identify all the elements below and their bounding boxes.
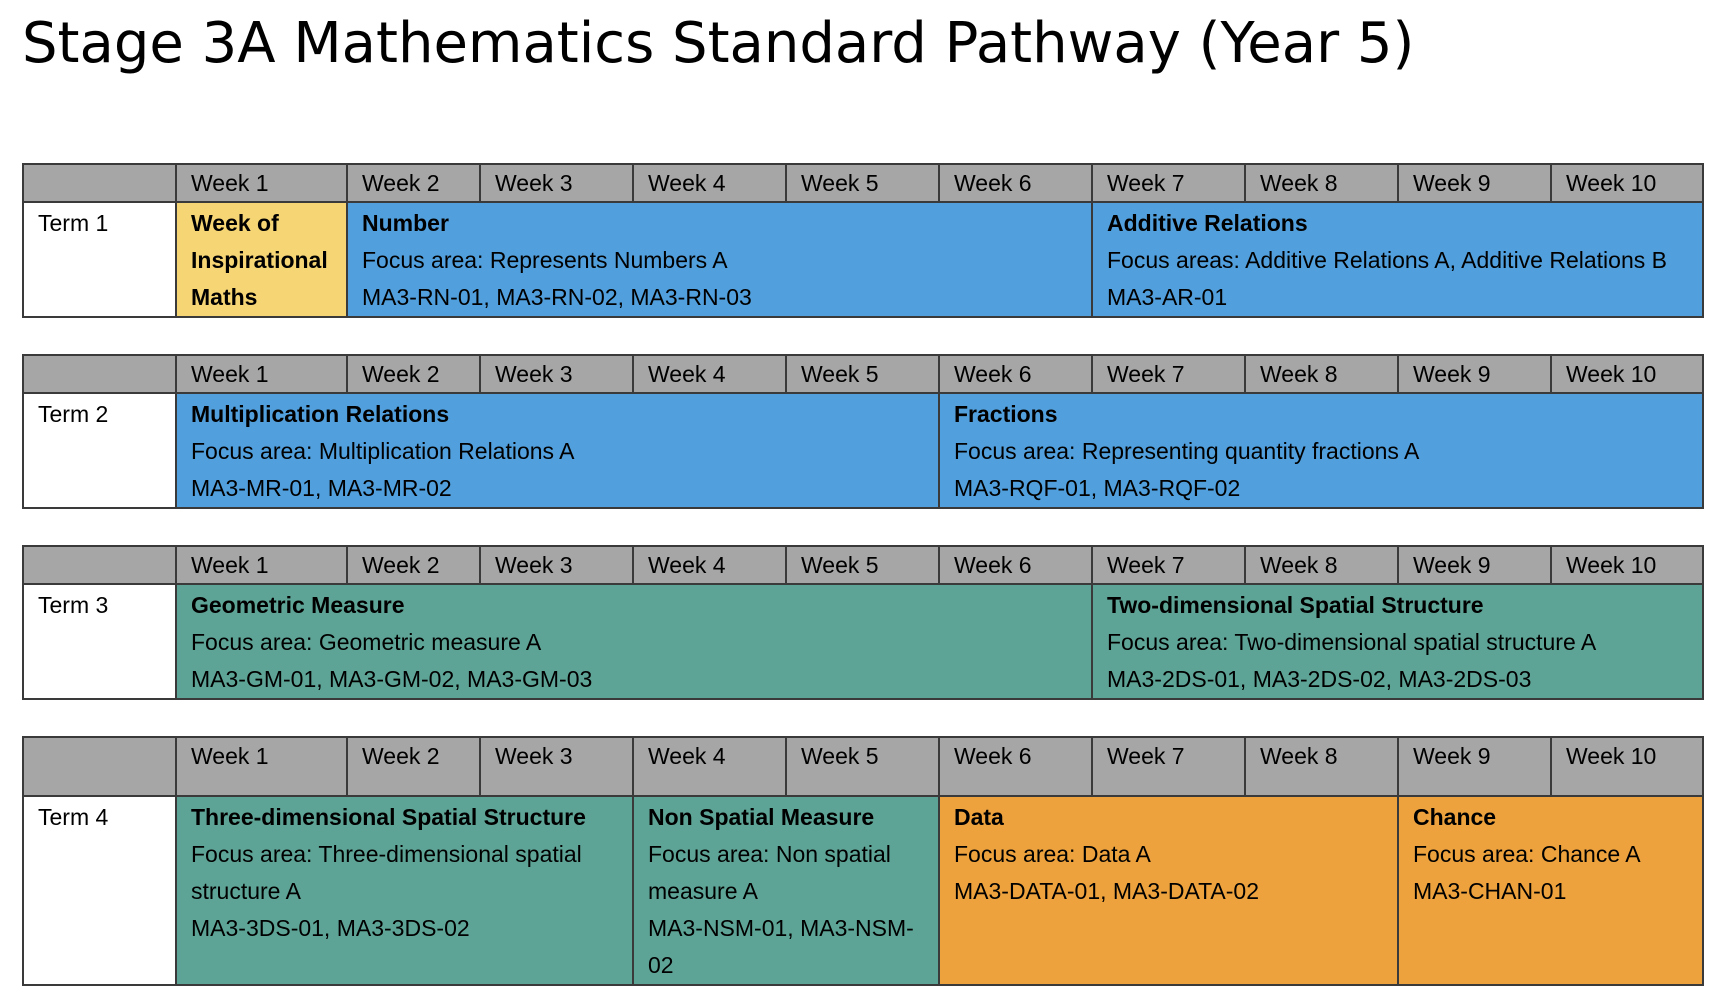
term-content-row [23, 393, 1703, 508]
week-header-cell: Week 7 [1092, 546, 1245, 584]
week-header-row [23, 546, 1703, 584]
focus-area-text: Focus area: Chance A [1413, 841, 1641, 867]
week-header-cell: Week 9 [1398, 164, 1551, 202]
unit-block-multiplication-relations [176, 393, 939, 508]
focus-area-text: Focus area: Multiplication Relations A [191, 438, 575, 464]
week-header-cell: Week 2 [347, 164, 480, 202]
unit-block-inspirational-maths [176, 202, 347, 317]
outcome-codes: MA3-CHAN-01 [1413, 878, 1567, 904]
unit-block-non-spatial-measure [633, 796, 939, 985]
week-header-cell: Week 5 [786, 737, 939, 796]
week-header-cell: Week 1 [176, 355, 347, 393]
outcome-codes: MA3-AR-01 [1107, 284, 1228, 310]
week-header-cell: Week 3 [480, 737, 633, 796]
unit-title: Fractions [954, 401, 1058, 427]
unit-block-chance [1398, 796, 1703, 985]
outcome-codes: MA3-RQF-01, MA3-RQF-02 [954, 475, 1241, 501]
term-label: Term 2 [23, 393, 176, 508]
unit-title: Number [362, 210, 449, 236]
week-header-cell: Week 4 [633, 355, 786, 393]
term-content-row [23, 584, 1703, 699]
unit-block-number [347, 202, 1092, 317]
unit-title: Three-dimensional Spatial Structure [191, 804, 586, 830]
week-header-cell: Week 8 [1245, 355, 1398, 393]
term-content-row [23, 202, 1703, 317]
term-3-table [22, 545, 1704, 700]
focus-area-text: Focus area: Geometric measure A [191, 629, 542, 655]
outcome-codes: MA3-RN-01, MA3-RN-02, MA3-RN-03 [362, 284, 752, 310]
week-header-cell: Week 2 [347, 546, 480, 584]
week-header-cell: Week 1 [176, 737, 347, 796]
unit-title: Multiplication Relations [191, 401, 450, 427]
term-label: Term 4 [23, 796, 176, 985]
week-header-cell: Week 7 [1092, 737, 1245, 796]
unit-block-two-dimensional-spatial-structure [1092, 584, 1703, 699]
week-header-cell: Week 6 [939, 164, 1092, 202]
outcome-codes: MA3-3DS-01, MA3-3DS-02 [191, 915, 470, 941]
week-header-row [23, 164, 1703, 202]
outcome-codes: MA3-2DS-01, MA3-2DS-02, MA3-2DS-03 [1107, 666, 1532, 692]
week-header-cell: Week 6 [939, 546, 1092, 584]
unit-title: Data [954, 804, 1004, 830]
outcome-codes: MA3-NSM-01, MA3-NSM-02 [648, 915, 914, 978]
week-header-cell: Week 4 [633, 164, 786, 202]
week-header-cell: Week 8 [1245, 546, 1398, 584]
focus-area-text: Focus areas: Additive Relations A, Additive Relations B [1107, 247, 1667, 273]
unit-title: Additive Relations [1107, 210, 1308, 236]
term-2-table [22, 354, 1704, 509]
week-header-cell: Week 7 [1092, 355, 1245, 393]
week-header-cell: Week 3 [480, 546, 633, 584]
unit-title: Two-dimensional Spatial Structure [1107, 592, 1484, 618]
unit-title: Non Spatial Measure [648, 804, 875, 830]
week-header-cell: Week 9 [1398, 546, 1551, 584]
term-label: Term 1 [23, 202, 176, 317]
week-header-cell: Week 4 [633, 737, 786, 796]
week-header-cell: Week 3 [480, 164, 633, 202]
unit-block-data [939, 796, 1398, 985]
term-1-table [22, 163, 1704, 318]
focus-area-text: Focus area: Two-dimensional spatial structure A [1107, 629, 1597, 655]
week-header-cell: Week 10 [1551, 546, 1703, 584]
page-title: Stage 3A Mathematics Standard Pathway (Year 5) [22, 11, 1415, 76]
outcome-codes: MA3-MR-01, MA3-MR-02 [191, 475, 452, 501]
focus-area-text: Focus area: Represents Numbers A [362, 247, 728, 273]
unit-title: Week of Inspirational Maths [191, 210, 328, 310]
header-corner-cell [23, 546, 176, 584]
outcome-codes: MA3-GM-01, MA3-GM-02, MA3-GM-03 [191, 666, 593, 692]
unit-block-fractions [939, 393, 1703, 508]
focus-area-text: Focus area: Three-dimensional spatial structure A [191, 841, 582, 904]
week-header-cell: Week 9 [1398, 355, 1551, 393]
unit-block-three-dimensional-spatial-structure [176, 796, 633, 985]
unit-title: Geometric Measure [191, 592, 405, 618]
focus-area-text: Focus area: Non spatial measure A [648, 841, 891, 904]
week-header-cell: Week 7 [1092, 164, 1245, 202]
term-content-row [23, 796, 1703, 985]
unit-block-additive-relations [1092, 202, 1703, 317]
week-header-cell: Week 10 [1551, 737, 1703, 796]
week-header-cell: Week 5 [786, 546, 939, 584]
week-header-cell: Week 9 [1398, 737, 1551, 796]
term-label: Term 3 [23, 584, 176, 699]
week-header-cell: Week 5 [786, 355, 939, 393]
week-header-cell: Week 5 [786, 164, 939, 202]
week-header-cell: Week 6 [939, 355, 1092, 393]
week-header-cell: Week 2 [347, 355, 480, 393]
week-header-cell: Week 10 [1551, 164, 1703, 202]
outcome-codes: MA3-DATA-01, MA3-DATA-02 [954, 878, 1260, 904]
header-corner-cell [23, 355, 176, 393]
week-header-cell: Week 1 [176, 164, 347, 202]
week-header-cell: Week 2 [347, 737, 480, 796]
focus-area-text: Focus area: Representing quantity fractions A [954, 438, 1420, 464]
term-4-table [22, 736, 1704, 986]
focus-area-text: Focus area: Data A [954, 841, 1151, 867]
week-header-cell: Week 10 [1551, 355, 1703, 393]
week-header-cell: Week 6 [939, 737, 1092, 796]
week-header-cell: Week 4 [633, 546, 786, 584]
week-header-row [23, 355, 1703, 393]
header-corner-cell [23, 164, 176, 202]
week-header-row [23, 737, 1703, 796]
week-header-cell: Week 8 [1245, 737, 1398, 796]
week-header-cell: Week 3 [480, 355, 633, 393]
unit-block-geometric-measure [176, 584, 1092, 699]
week-header-cell: Week 1 [176, 546, 347, 584]
week-header-cell: Week 8 [1245, 164, 1398, 202]
unit-title: Chance [1413, 804, 1497, 830]
header-corner-cell [23, 737, 176, 796]
